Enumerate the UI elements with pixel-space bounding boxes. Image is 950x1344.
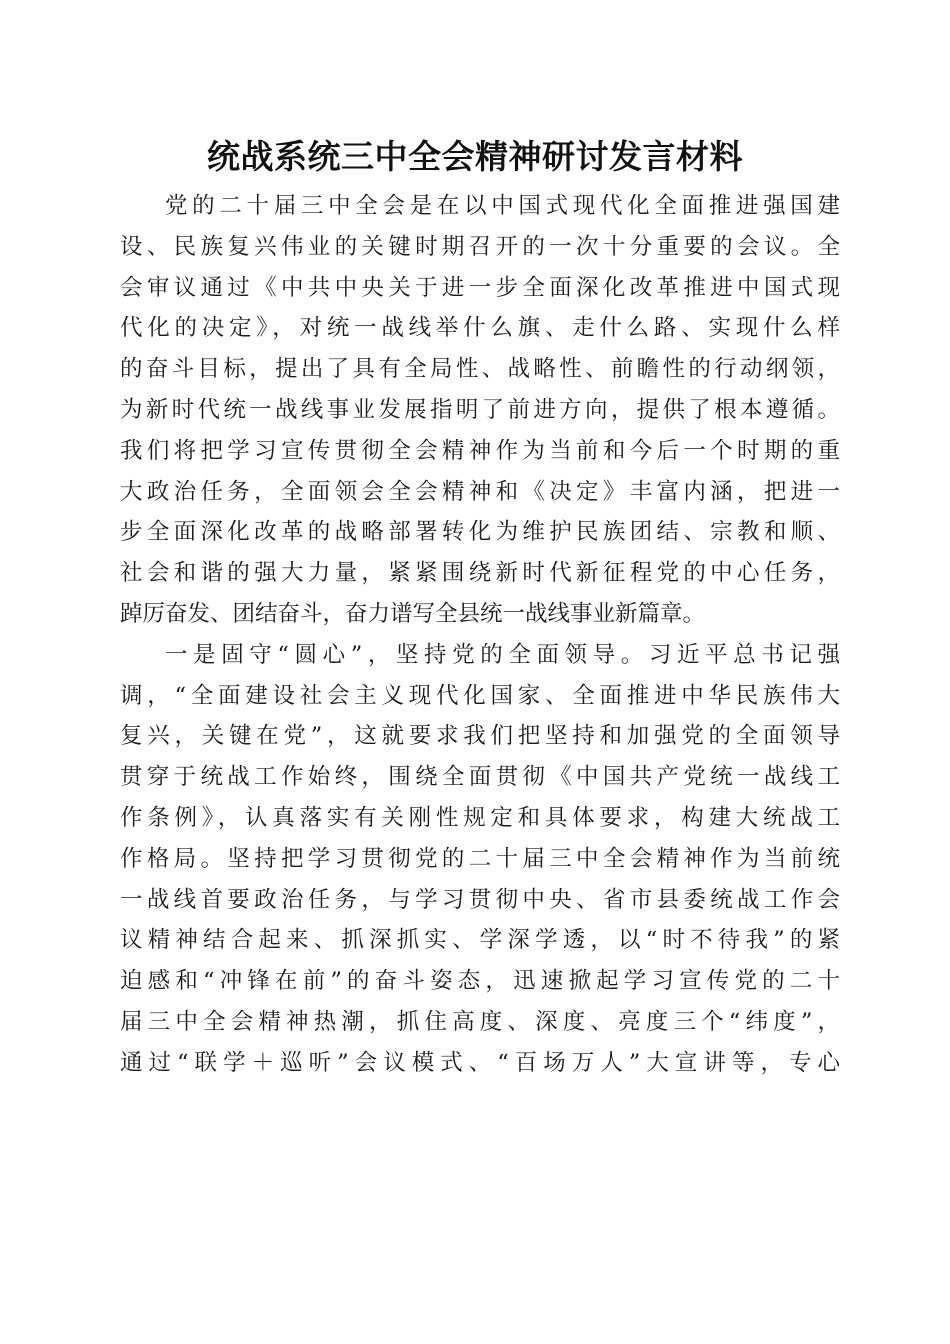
text-line: 踔厉奋发、团结奋斗，奋力谱写全县统一战线事业新篇章。: [120, 600, 706, 627]
text-line: 作格局。坚持把学习贯彻党的二十届三中全会精神作为当前统: [120, 845, 840, 872]
text-line: 代化的决定》，对统一战线举什么旗、走什么路、实现什么样: [120, 315, 840, 342]
text-line: 的奋斗目标，提出了具有全局性、战略性、前瞻性的行动纲领，: [120, 356, 840, 383]
text-line: 大政治任务，全面领会全会精神和《决定》丰富内涵，把进一: [120, 478, 840, 505]
text-line: 社会和谐的强大力量，紧紧围绕新时代新征程党的中心任务，: [120, 560, 840, 587]
text-line: 为新时代统一战线事业发展指明了前进方向，提供了根本遵循。: [120, 396, 840, 423]
text-line: 会审议通过《中共中央关于进一步全面深化改革推进中国式现: [120, 274, 840, 301]
text-line: 党的二十届三中全会是在以中国式现代化全面推进强国建: [165, 193, 840, 219]
paragraph-2: [120, 635, 840, 1084]
text-line: 我们将把学习宣传贯彻全会精神作为当前和今后一个时期的重: [120, 437, 840, 464]
text-line: 复兴，关键在党”，这就要求我们把坚持和加强党的全面领导: [120, 723, 840, 750]
text-line: 议精神结合起来、抓深抓实、学深学透，以“时不待我”的紧: [120, 927, 840, 954]
document-title: 统战系统三中全会精神研讨发言材料: [207, 137, 743, 176]
text-line: 一战线首要政治任务，与学习贯彻中央、省市县委统战工作会: [120, 886, 840, 913]
document-body: [120, 186, 840, 1084]
paragraph-1: [120, 186, 840, 635]
text-line: 调，“全面建设社会主义现代化国家、全面推进中华民族伟大: [120, 682, 840, 709]
text-line: 贯穿于统战工作始终，围绕全面贯彻《中国共产党统一战线工: [120, 764, 840, 791]
text-line: 步全面深化改革的战略部署转化为维护民族团结、宗教和顺、: [120, 519, 840, 546]
text-line: 通过“联学＋巡听”会议模式、“百场万人”大宣讲等，专心: [120, 1049, 840, 1076]
text-line: 作条例》，认真落实有关刚性规定和具体要求，构建大统战工: [120, 804, 840, 831]
text-line: 设、民族复兴伟业的关键时期召开的一次十分重要的会议。全: [120, 233, 840, 260]
text-line: 届三中全会精神热潮，抓住高度、深度、亮度三个“纬度”，: [120, 1008, 840, 1035]
text-line: 一是固守“圆心”，坚持党的全面领导。习近平总书记强: [165, 641, 840, 668]
text-line: 迫感和“冲锋在前”的奋斗姿态，迅速掀起学习宣传党的二十: [120, 968, 840, 995]
